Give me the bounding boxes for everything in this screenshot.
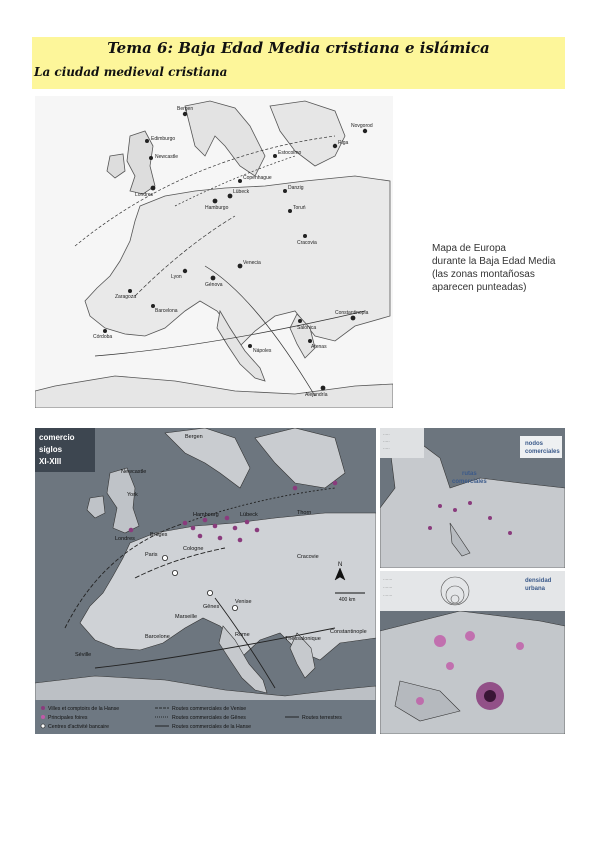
map2-label-constantinople: Constantinople <box>330 629 367 635</box>
map2-label-cracovie: Cracovie <box>297 554 319 560</box>
svg-text:·······: ······· <box>383 585 393 590</box>
trade-map-drawing <box>35 428 376 734</box>
map1-label-danzig: Danzig <box>288 185 304 191</box>
map2-label-londres: Londres <box>115 536 135 542</box>
trade-nodes-map <box>380 428 565 568</box>
map2-label-hambourg: Hambourg <box>193 512 219 518</box>
map2-label-york: York <box>127 492 138 498</box>
map2-box-title-1: comercio <box>39 433 75 442</box>
header-banner <box>32 37 565 89</box>
map1-label-lyon: Lyon <box>171 274 182 280</box>
map1-label-copenhague: Copenhague <box>243 175 272 181</box>
europe-map-bw <box>35 96 393 408</box>
map2-label-newcastle: Newcastle <box>121 469 147 475</box>
urban-density-map-drawing <box>380 571 565 734</box>
map1-label-edinburgh: Edimburgo <box>151 136 176 142</box>
map2-box-title-3: XI-XIII <box>39 457 62 466</box>
map1-label-genova: Génova <box>205 282 223 288</box>
map2-label-barcelone: Barcelone <box>145 634 170 640</box>
caption-line-2: durante la Baja Edad Media <box>432 256 556 267</box>
map1-label-hamburgo: Hamburgo <box>205 205 229 211</box>
map1-label-barcelona: Barcelona <box>155 308 178 314</box>
map1-label-zaragoza: Zaragoza <box>115 294 137 300</box>
map1-label-cracovia: Cracovia <box>297 240 317 246</box>
map2-label-marseille: Marseille <box>175 614 198 620</box>
map3-corner-2: comerciales <box>525 449 560 455</box>
map2-label-lubeck: Lübeck <box>240 512 258 518</box>
map3-box-title-1: rutas <box>462 471 477 477</box>
map2-legend-item-4: Routes commerciales de Venise <box>172 706 247 712</box>
map1-label-atenas: Atenas <box>311 344 327 350</box>
map2-label-thorn: Thorn <box>297 510 312 516</box>
map2-label-cologne: Cologne <box>183 546 204 552</box>
map1-label-estocolmo: Estocolmo <box>278 150 302 156</box>
map2-label-brujas: Bruges <box>150 532 168 538</box>
map-caption <box>432 242 572 294</box>
map1-label-bergen: Bergen <box>177 106 194 112</box>
map1-label-lubeck: Lübeck <box>233 189 250 195</box>
caption-line-1: Mapa de Europa <box>432 243 506 254</box>
map4-corner-2: urbana <box>525 586 546 592</box>
trade-map <box>35 428 376 734</box>
map2-legend-item-1: Villes et comptoirs de la Hanse <box>48 706 120 712</box>
map2-legend-item-2: Principales foires <box>48 715 88 721</box>
svg-text:·······: ······· <box>383 593 393 598</box>
map1-label-riga: Riga <box>338 140 349 146</box>
map2-legend-item-3: Centres d'activité bancaire <box>48 724 109 730</box>
map2-label-seville: Séville <box>75 652 92 658</box>
map2-label-rome: Rome <box>235 632 250 638</box>
map1-label-salonica: Salónica <box>297 325 317 331</box>
map2-legend-item-7: Routes terrestres <box>302 715 342 721</box>
caption-line-4: aparecen punteadas) <box>432 282 527 293</box>
europe-map-bw-drawing <box>35 96 393 408</box>
map2-label-thessalonique: Thessalonique <box>285 636 321 642</box>
map1-label-novgorod: Novgorod <box>351 123 373 129</box>
map2-legend-item-5: Routes commerciales de Gênes <box>172 715 246 721</box>
map1-label-venecia: Venecia <box>243 260 261 266</box>
map1-label-napoles: Nápoles <box>253 348 272 354</box>
map2-scale: 400 km <box>339 597 356 603</box>
map1-label-cordoba: Córdoba <box>93 334 113 340</box>
map1-label-newcastle: Newcastle <box>155 154 179 160</box>
map2-north: N <box>338 562 343 568</box>
svg-text:·····: ····· <box>383 432 390 437</box>
caption-line-3: (las zonas montañosas <box>432 269 535 280</box>
map1-label-londres: Londres <box>135 192 154 198</box>
map2-label-paris: Paris <box>145 552 158 558</box>
map1-label-torun: Toruń <box>293 205 306 211</box>
svg-text:·····: ····· <box>383 439 390 444</box>
map2-label-venise: Venise <box>235 599 252 605</box>
map1-label-alejandria: Alejandría <box>305 392 328 398</box>
map4-corner-1: densidad <box>525 578 552 584</box>
map2-label-bergen: Bergen <box>185 434 203 440</box>
svg-text:·······: ······· <box>383 577 393 582</box>
map1-label-constantinopla: Constantinopla <box>335 310 369 316</box>
svg-text:·····: ····· <box>383 446 390 451</box>
map2-label-genes: Gênes <box>203 604 220 610</box>
map2-legend-item-6: Routes commerciales de la Hanse <box>172 724 252 730</box>
trade-nodes-map-drawing <box>380 428 565 568</box>
map2-box-title-2: siglos <box>39 445 63 454</box>
page-subtitle: La ciudad medieval cristiana <box>34 65 228 79</box>
map3-corner-1: nodos <box>525 441 543 447</box>
map3-box-title-2: comerciales <box>452 479 487 485</box>
page-title: Tema 6: Baja Edad Media cristiana e islámica <box>107 39 490 57</box>
urban-density-map <box>380 571 565 734</box>
